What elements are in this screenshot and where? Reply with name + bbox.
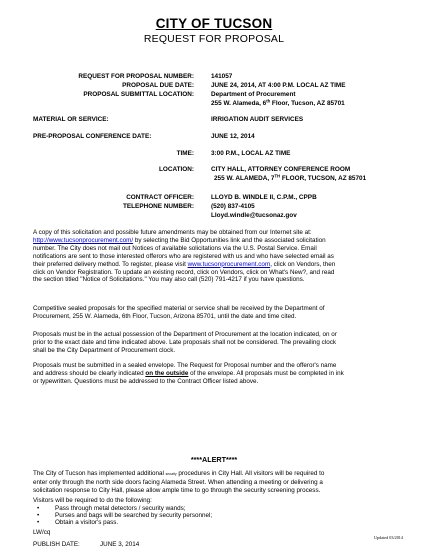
- preconference-date: JUNE 12, 2014: [211, 133, 255, 140]
- proposal-number-value: 141057: [211, 73, 233, 80]
- material-label: MATERIAL OR SERVICE:: [33, 116, 109, 123]
- time-value: 3:00 P.M., LOCAL AZ TIME: [211, 150, 291, 157]
- solicitation-info-paragraph: A copy of this solicitation and possible future amendments may be obtained from our Internet site at: http://www.tucsonprocurement.com/ by selecting the Bid Opportunities link and the associated solicitation number. The City does not mail out Notices of available solicitations via the U.S. Postal Service. Email notifications are sent to those interested offerors who are registered with us and who have selected email as their preferred delivery method. To register, please visit www.tucsonprocurement.com, click on Vendors, then click on Vendor Registration. To update an existing record, click on Vendors, click on What's New?, and read the section titled "Notice of Solicitations." You may also call (520) 791-4217 if you have questions.: [33, 229, 336, 284]
- author-initials: LW/cq: [33, 529, 51, 536]
- registration-link[interactable]: www.tucsonprocurement.com: [187, 260, 271, 268]
- phone-label: TELEPHONE NUMBER:: [122, 203, 194, 210]
- officer-label: CONTRACT OFFICER:: [126, 194, 194, 201]
- email-value: Lloyd.windle@tucsonaz.gov: [211, 212, 297, 219]
- on-the-outside-emphasis: on the outside: [145, 369, 189, 377]
- submittal-line2: 255 W. Alameda, 6th Floor, Tucson, AZ 85701: [211, 98, 345, 107]
- publish-date-row: [33, 541, 140, 548]
- security-paragraph: The City of Tucson has implemented additional security procedures in City Hall. All visitors will be required to enter only through the north side doors facing Alameda Street. When attending a meeting or delivering a solicitation response to City Hall, please allow ample time to go through the security screening process.: [33, 470, 325, 494]
- due-date-label: PROPOSAL DUE DATE:: [122, 82, 194, 89]
- officer-value: LLOYD B. WINDLE II, C.P.M., CPPB: [211, 194, 317, 201]
- proposal-number-label: REQUEST FOR PROPOSAL NUMBER:: [78, 73, 194, 80]
- publish-date-value: JUNE 3, 2014: [100, 541, 140, 548]
- list-item: • Pass through metal detectors / security wands;: [37, 505, 186, 512]
- time-label: TIME:: [176, 150, 194, 157]
- document-title: CITY OF TUCSON: [155, 16, 273, 31]
- submittal-line1: Department of Procurement: [211, 91, 296, 98]
- late-proposals-paragraph: Proposals must be in the actual possession of the Department of Procurement at the location indicated, on or prior to the exact date and time indicated above. Late proposals shall not be considered. The prevailing clock shall be the City Department of Procurement clock.: [33, 331, 337, 354]
- phone-value: (520) 837-4105: [211, 203, 255, 210]
- submittal-label: PROPOSAL SUBMITTAL LOCATION:: [83, 91, 194, 98]
- preconference-label: PRE-PROPOSAL CONFERENCE DATE:: [33, 133, 152, 140]
- visitors-intro: Visitors will be required to do the following:: [33, 497, 152, 504]
- document-subtitle: REQUEST FOR PROPOSAL: [143, 33, 285, 45]
- updated-stamp: Updated 03/2014: [374, 535, 403, 540]
- sealed-proposals-paragraph: Competitive sealed proposals for the specified material or service shall be received by the Department of Procurement, 255 W. Alameda, 6th Floor, Tucson, Arizona 85701, until the date and time cited.: [33, 305, 325, 320]
- visitor-requirements-list: [33, 505, 212, 527]
- alert-heading: ****ALERT****: [190, 455, 238, 464]
- location-line1: CITY HALL, ATTORNEY CONFERENCE ROOM: [211, 166, 351, 173]
- due-date-value: JUNE 24, 2014, AT 4:00 P.M. LOCAL AZ TIME: [211, 82, 346, 89]
- location-line2: 255 W. ALAMEDA, 7TH FLOOR, TUCSON, AZ 85701: [214, 173, 367, 182]
- location-label: LOCATION:: [158, 166, 194, 173]
- material-value: IRRIGATION AUDIT SERVICES: [211, 116, 304, 123]
- list-item: • Obtain a visitor's pass.: [37, 519, 119, 527]
- list-item: • Purses and bags will be searched by security personnel;: [37, 512, 213, 520]
- procurement-site-link[interactable]: http://www.tucsonprocurement.com/: [33, 236, 134, 244]
- envelope-paragraph: Proposals must be submitted in a sealed envelope. The Request for Proposal number and the offeror's name and address should be clearly indicated on the outside of the envelope. All proposals must be completed in ink or typewritten. Questions must be addressed to the Contract Officer listed above.: [33, 362, 344, 385]
- publish-date-label: PUBLISH DATE:: [33, 541, 80, 548]
